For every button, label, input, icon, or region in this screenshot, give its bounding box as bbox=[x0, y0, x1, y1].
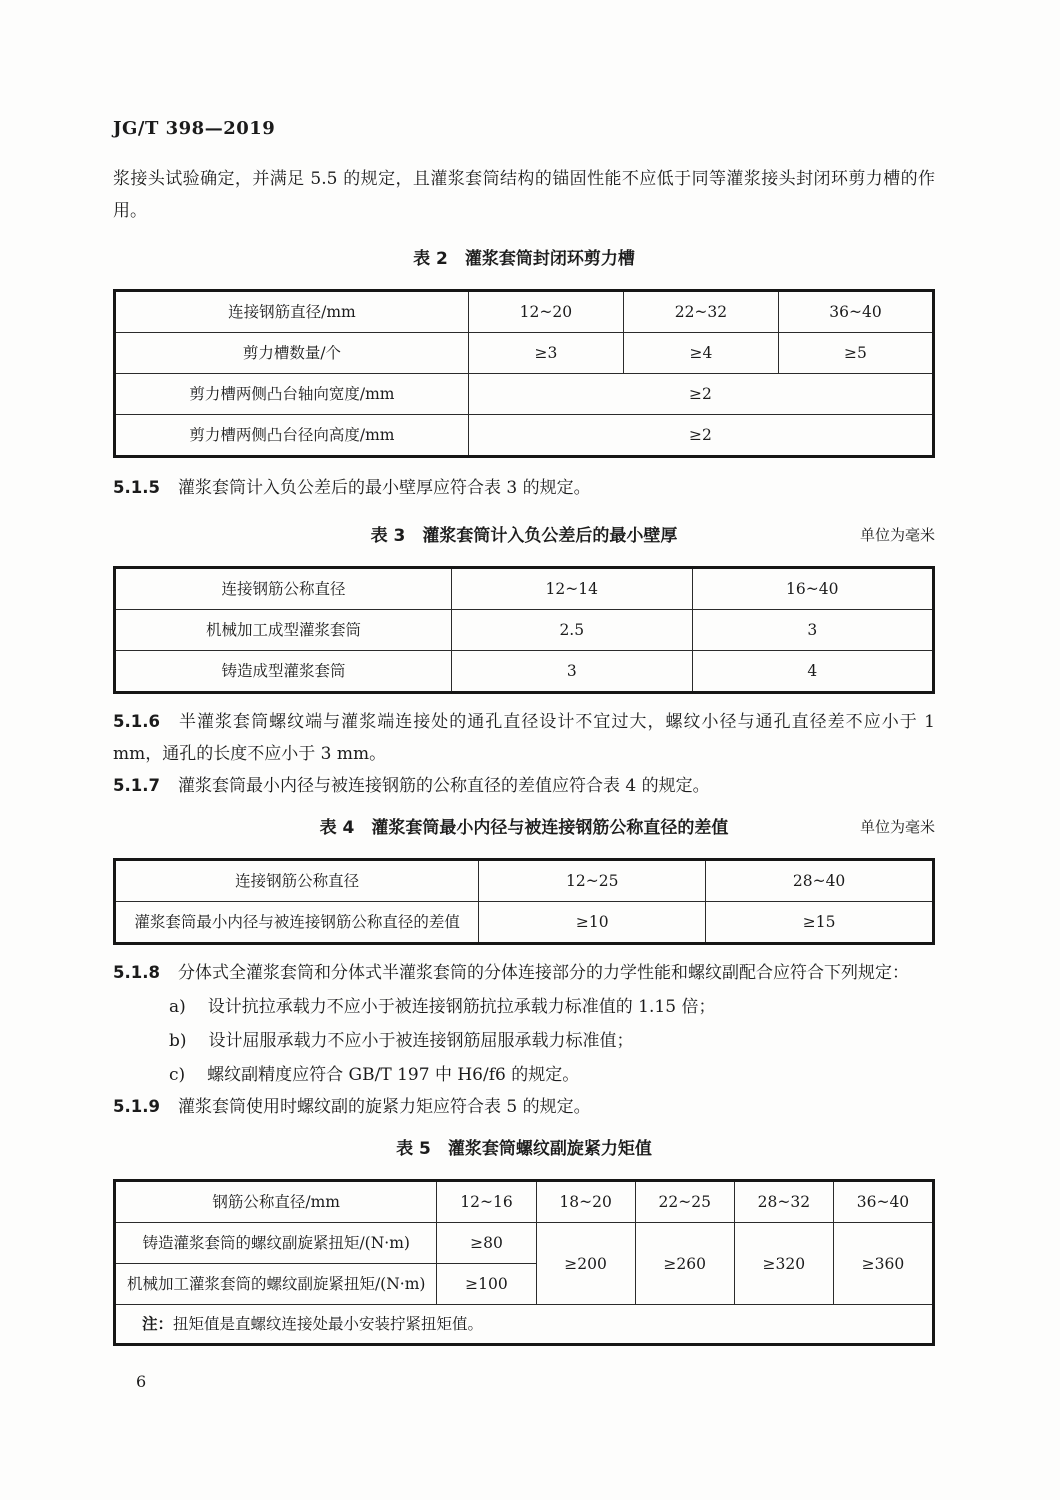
table-row bbox=[115, 651, 934, 693]
note-label: 注： bbox=[142, 1315, 174, 1333]
header-cell: 12~14 bbox=[452, 568, 693, 610]
table-row bbox=[115, 1223, 934, 1264]
row-label-cell: 机械加工灌浆套筒的螺纹副旋紧扭矩/(N·m) bbox=[115, 1264, 437, 1305]
header-cell: 36~40 bbox=[833, 1181, 933, 1223]
data-cell: 2.5 bbox=[452, 610, 693, 651]
header-cell: 连接钢筋公称直径 bbox=[115, 568, 452, 610]
table-row bbox=[115, 902, 934, 944]
list-item-label: b) bbox=[169, 1031, 187, 1051]
table-row bbox=[115, 1305, 934, 1345]
data-cell: 3 bbox=[452, 651, 693, 693]
clause-number: 5.1.9 bbox=[113, 1097, 160, 1116]
table-row bbox=[115, 568, 934, 610]
data-cell: ≥200 bbox=[536, 1223, 635, 1305]
data-cell: ≥15 bbox=[706, 902, 934, 944]
table2-title bbox=[113, 247, 935, 271]
table5-title bbox=[113, 1137, 935, 1161]
table5 bbox=[113, 1179, 935, 1346]
table3 bbox=[113, 566, 935, 694]
data-cell: ≥320 bbox=[734, 1223, 833, 1305]
header-cell: 36~40 bbox=[778, 291, 933, 333]
table-row bbox=[115, 374, 934, 415]
clause-5-1-6 bbox=[113, 706, 935, 770]
table-row bbox=[115, 291, 934, 333]
clause-5-1-7 bbox=[113, 770, 935, 802]
header-cell: 16~40 bbox=[692, 568, 933, 610]
table3-title bbox=[113, 524, 935, 548]
list-item-text: 螺纹副精度应符合 GB/T 197 中 H6/f6 的规定。 bbox=[207, 1065, 580, 1085]
table-row bbox=[115, 415, 934, 457]
table3-unit-note: 单位为毫米 bbox=[859, 526, 935, 544]
header-cell: 12~25 bbox=[479, 860, 706, 902]
header-cell: 连接钢筋直径/mm bbox=[115, 291, 469, 333]
data-cell: ≥260 bbox=[635, 1223, 734, 1305]
data-cell: 4 bbox=[692, 651, 933, 693]
clause-text: 灌浆套筒计入负公差后的最小壁厚应符合表 3 的规定。 bbox=[177, 478, 591, 498]
row-label-cell: 铸造成型灌浆套筒 bbox=[115, 651, 452, 693]
clause-5-1-8 bbox=[113, 957, 935, 989]
table4-title-text: 表 4 灌浆套筒最小内径与被连接钢筋公称直径的差值 bbox=[319, 818, 729, 838]
header-cell: 18~20 bbox=[536, 1181, 635, 1223]
intro-paragraph: 浆接头试验确定，并满足 5.5 的规定，且灌浆套筒结构的锚固性能不应低于同等灌浆接头封闭环剪力槽的作用。 bbox=[113, 169, 935, 221]
row-label-cell: 剪力槽两侧凸台轴向宽度/mm bbox=[115, 374, 469, 415]
row-label-cell: 剪力槽两侧凸台径向高度/mm bbox=[115, 415, 469, 457]
clause-number: 5.1.5 bbox=[113, 478, 160, 497]
table5-title-text: 表 5 灌浆套筒螺纹副旋紧力矩值 bbox=[396, 1139, 652, 1159]
table-row bbox=[115, 1181, 934, 1223]
table2-title-text: 表 2 灌浆套筒封闭环剪力槽 bbox=[413, 249, 635, 269]
header-cell: 28~40 bbox=[706, 860, 934, 902]
table-row bbox=[115, 860, 934, 902]
row-label-cell: 灌浆套筒最小内径与被连接钢筋公称直径的差值 bbox=[115, 902, 479, 944]
table4-title bbox=[113, 816, 935, 840]
data-cell: ≥2 bbox=[468, 374, 933, 415]
header-cell: 钢筋公称直径/mm bbox=[115, 1181, 437, 1223]
data-cell: ≥5 bbox=[778, 333, 933, 374]
header-cell: 12~20 bbox=[468, 291, 623, 333]
table-row bbox=[115, 610, 934, 651]
page-content bbox=[113, 0, 935, 1346]
list-item-label: a) bbox=[169, 997, 186, 1017]
data-cell: 3 bbox=[692, 610, 933, 651]
clause-text: 半灌浆套筒螺纹端与灌浆端连接处的通孔直径设计不宜过大，螺纹小径与通孔直径差不应小于 1 mm，通孔的长度不应小于 3 mm。 bbox=[113, 712, 935, 764]
list-item-c bbox=[169, 1059, 935, 1091]
data-cell: ≥80 bbox=[437, 1223, 536, 1264]
doc-standard-code: JG/T 398—2019 bbox=[113, 118, 276, 139]
clause-number: 5.1.6 bbox=[113, 712, 160, 731]
list-item-text: 设计抗拉承载力不应小于被连接钢筋抗拉承载力标准值的 1.15 倍； bbox=[207, 997, 716, 1017]
table4 bbox=[113, 858, 935, 945]
page-number: 6 bbox=[136, 1372, 147, 1391]
data-cell: ≥100 bbox=[437, 1264, 536, 1305]
table4-unit-note: 单位为毫米 bbox=[859, 818, 935, 836]
row-label-cell: 机械加工成型灌浆套筒 bbox=[115, 610, 452, 651]
clause-5-1-9 bbox=[113, 1091, 935, 1123]
clause-number: 5.1.7 bbox=[113, 776, 160, 795]
header-cell: 28~32 bbox=[734, 1181, 833, 1223]
data-cell: ≥10 bbox=[479, 902, 706, 944]
clause-number: 5.1.8 bbox=[113, 963, 160, 982]
list-item-text: 设计屈服承载力不应小于被连接钢筋屈服承载力标准值； bbox=[208, 1031, 634, 1051]
header-cell: 12~16 bbox=[437, 1181, 536, 1223]
header-cell: 22~32 bbox=[623, 291, 778, 333]
list-item-b bbox=[169, 1025, 935, 1057]
table3-title-text: 表 3 灌浆套筒计入负公差后的最小壁厚 bbox=[370, 526, 678, 546]
data-cell: ≥360 bbox=[833, 1223, 933, 1305]
clause-text: 灌浆套筒使用时螺纹副的旋紧力矩应符合表 5 的规定。 bbox=[177, 1097, 591, 1117]
header-cell: 22~25 bbox=[635, 1181, 734, 1223]
table2 bbox=[113, 289, 935, 458]
row-label-cell: 铸造灌浆套筒的螺纹副旋紧扭矩/(N·m) bbox=[115, 1223, 437, 1264]
clause-text: 灌浆套筒最小内径与被连接钢筋的公称直径的差值应符合表 4 的规定。 bbox=[177, 776, 710, 796]
clause-text: 分体式全灌浆套筒和分体式半灌浆套筒的分体连接部分的力学性能和螺纹副配合应符合下列规定： bbox=[177, 963, 909, 983]
list-item-label: c) bbox=[169, 1065, 186, 1085]
table-note-cell bbox=[115, 1305, 934, 1345]
header-cell: 连接钢筋公称直径 bbox=[115, 860, 479, 902]
row-label-cell: 剪力槽数量/个 bbox=[115, 333, 469, 374]
data-cell: ≥2 bbox=[468, 415, 933, 457]
clause-5-1-5 bbox=[113, 472, 935, 504]
note-text: 扭矩值是直螺纹连接处最小安装拧紧扭矩值。 bbox=[173, 1315, 484, 1333]
data-cell: ≥3 bbox=[468, 333, 623, 374]
table-row bbox=[115, 333, 934, 374]
data-cell: ≥4 bbox=[623, 333, 778, 374]
list-item-a bbox=[169, 991, 935, 1023]
